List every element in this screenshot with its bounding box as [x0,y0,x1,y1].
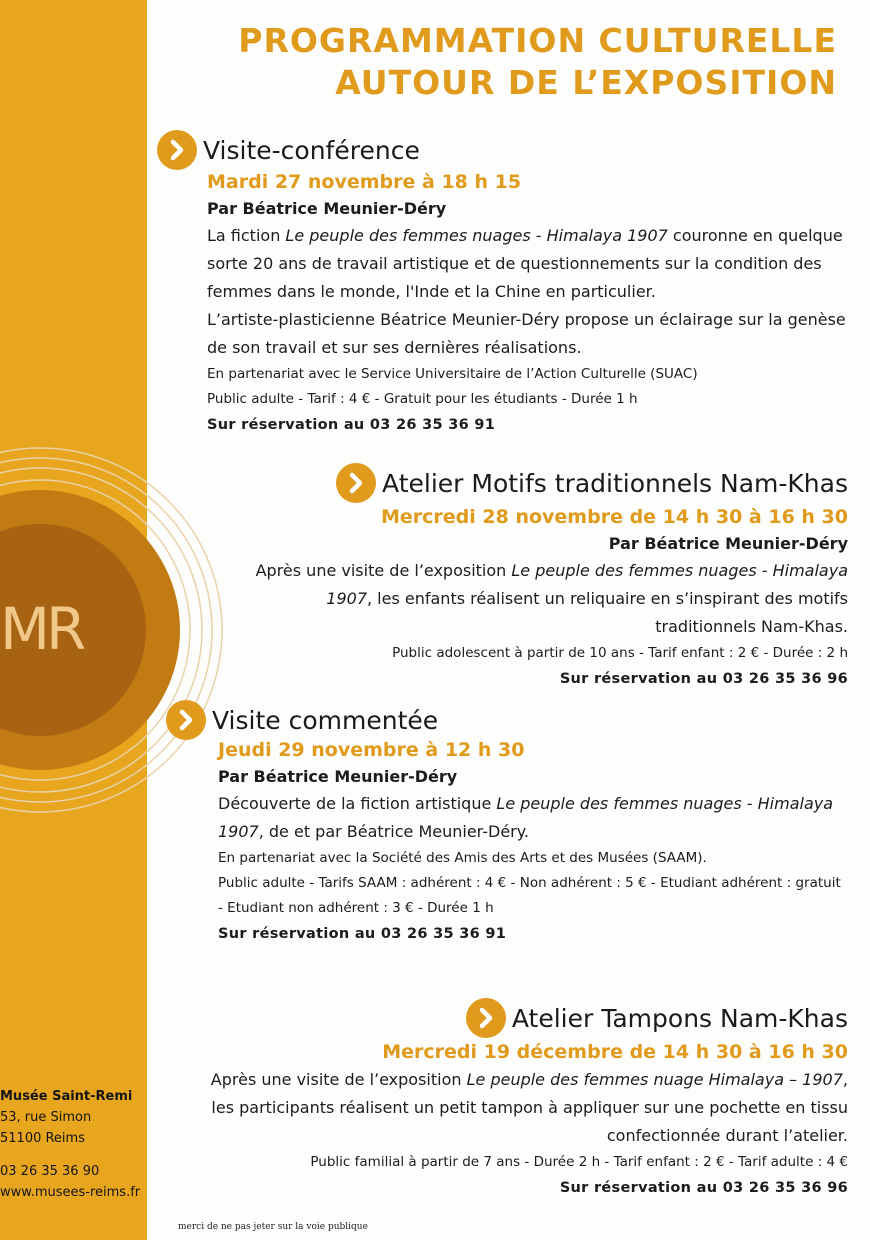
event-public: Public familial à partir de 7 ans - Durée 2 h - Tarif enfant : 2 € - Tarif adulte : 4 € [310,1154,848,1170]
chevron-right-icon [336,463,376,503]
footer-note: merci de ne pas jeter sur la voie publique [178,1222,368,1232]
event-reservation: Sur réservation au 03 26 35 36 96 [559,1180,848,1196]
event-description-2: L’artiste-plasticienne Béatrice Meunier-Déry propose un éclairage sur la genèse de son travail et sur ses dernières réalisations. [207,310,846,357]
event-speaker: Par Béatrice Meunier-Déry [608,534,848,553]
chevron-right-icon [466,998,506,1038]
event-heading [166,700,848,740]
event-reservation: Sur réservation au 03 26 35 36 96 [559,671,848,687]
chevron-right-icon [166,700,206,740]
event-description: Après une visite de l’exposition Le peuple des femmes nuages - Himalaya 1907, les enfants réalisent un reliquaire en s’inspirant des motifs traditionnels Nam-Khas. [255,561,848,636]
event-speaker: Par Béatrice Meunier-Déry [218,767,458,786]
event-description: La fiction Le peuple des femmes nuages - Himalaya 1907 couronne en quelque sorte 20 ans de travail artistique et de questionnements sur la condition des femmes dans le monde, l'Inde et la Chine en particulier. [207,226,843,301]
event-visite-conference [157,130,847,438]
museum-street: 53, rue Simon [0,1110,92,1125]
museum-address [0,1086,140,1203]
event-title: Atelier Tampons Nam-Khas [511,1003,848,1033]
event-date: Mercredi 28 novembre de 14 h 30 à 16 h 30 [380,506,848,528]
event-heading [205,998,848,1038]
event-date: Mercredi 19 décembre de 14 h 30 à 16 h 30 [382,1041,848,1063]
event-heading [240,463,848,503]
event-visite-commentee [166,700,848,947]
museum-name: Musée Saint-Remi [0,1089,133,1104]
event-heading [157,130,847,170]
event-title: Atelier Motifs traditionnels Nam-Khas [382,468,848,498]
event-reservation: Sur réservation au 03 26 35 36 91 [207,417,496,433]
event-public: Public adulte - Tarif : 4 € - Gratuit pour les étudiants - Durée 1 h [207,391,638,407]
event-description: Après une visite de l’exposition Le peuple des femmes nuage Himalaya – 1907, les participants réalisent un petit tampon à appliquer sur une pochette en tissu confectionnée durant l’atelier. [210,1070,848,1145]
event-speaker: Par Béatrice Meunier-Déry [207,199,447,218]
event-public: Public adulte - Tarifs SAAM : adhérent : 4 € - Non adhérent : 5 € - Etudiant adhérent : gratuit - Etudiant non adhérent : 3 € - Durée 1 h [218,875,841,916]
event-reservation: Sur réservation au 03 26 35 36 91 [218,926,507,942]
event-date: Jeudi 29 novembre à 12 h 30 [218,739,525,761]
museum-website: www.musees-reims.fr [0,1185,141,1200]
event-description: Découverte de la fiction artistique Le peuple des femmes nuages - Himalaya 1907, de et par Béatrice Meunier-Déry. [218,794,834,841]
museum-phone: 03 26 35 36 90 [0,1164,100,1179]
page-title: PROGRAMMATION CULTURELLE AUTOUR DE L’EXPOSITION [238,21,837,102]
chevron-right-icon [157,130,197,170]
event-atelier-tampons [205,998,848,1201]
event-title: Visite commentée [212,705,439,735]
event-partner: En partenariat avec le Service Universitaire de l’Action Culturelle (SUAC) [207,366,698,382]
event-public: Public adolescent à partir de 10 ans - Tarif enfant : 2 € - Durée : 2 h [392,645,848,661]
event-date: Mardi 27 novembre à 18 h 15 [207,171,522,193]
event-atelier-motifs [240,463,848,692]
event-partner: En partenariat avec la Société des Amis des Arts et des Musées (SAAM). [218,850,707,866]
museum-city: 51100 Reims [0,1131,85,1146]
logo-lettering: MR [0,595,83,663]
event-title: Visite-conférence [203,135,420,165]
